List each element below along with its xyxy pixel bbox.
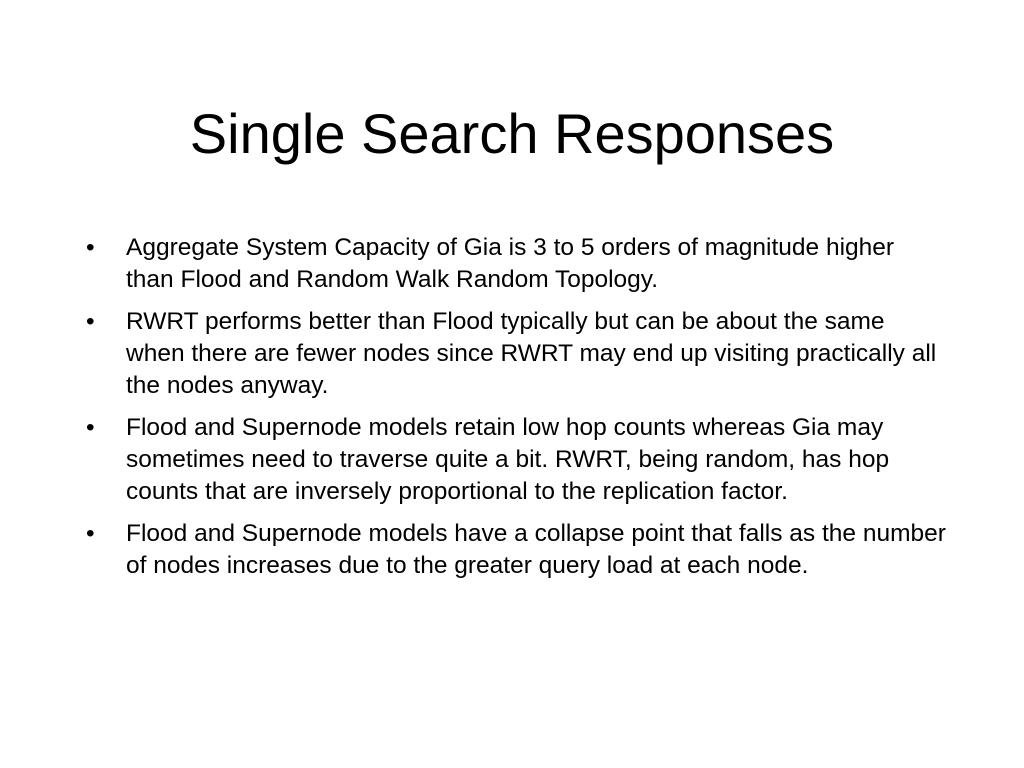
bullet-item: [86, 306, 948, 402]
slide-title: Single Search Responses: [189, 102, 835, 165]
bullet-text: Aggregate System Capacity of Gia is 3 to 5 orders of magnitude higher than Flood and Random Walk Random Topology.: [126, 234, 895, 293]
bullet-item: [86, 412, 948, 508]
bullet-icon: •: [86, 308, 95, 335]
bullet-icon: •: [86, 234, 95, 261]
bullet-text: RWRT performs better than Flood typically but can be about the same when there are fewer nodes since RWRT may end up visiting practically all the nodes anyway.: [126, 308, 937, 399]
bullet-icon: •: [86, 520, 95, 547]
bullet-icon: •: [86, 414, 95, 441]
bullet-item: [86, 518, 948, 582]
bullet-text: Flood and Supernode models have a collapse point that falls as the number of nodes increases due to the greater query load at each node.: [126, 520, 946, 579]
bullet-list: [86, 232, 948, 592]
bullet-text: Flood and Supernode models retain low hop counts whereas Gia may sometimes need to traverse quite a bit. RWRT, being random, has hop counts that are inversely proportional to the replication factor.: [126, 414, 890, 505]
bullet-item: [86, 232, 948, 296]
